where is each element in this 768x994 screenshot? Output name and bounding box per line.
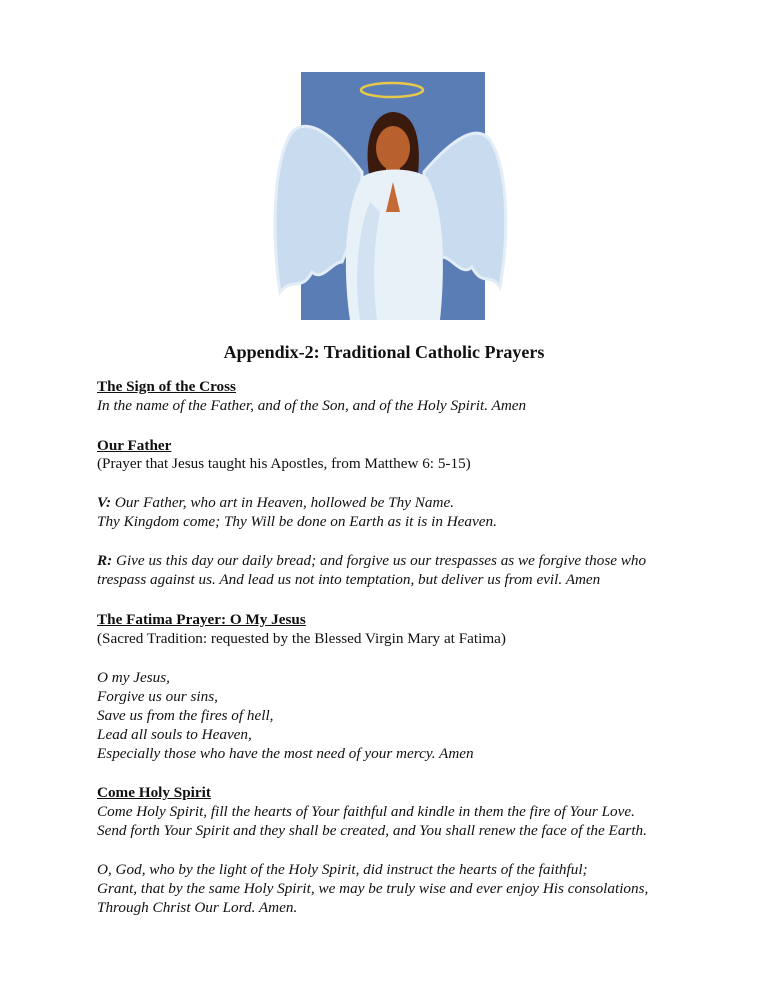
prayer-line: Save us from the fires of hell, xyxy=(97,707,274,724)
section-heading: The Sign of the Cross xyxy=(97,378,236,395)
prayer-line: In the name of the Father, and of the Son, and of the Holy Spirit. Amen xyxy=(97,397,527,414)
prayer-text: Give us this day our daily bread; and forgive us our trespasses as we forgive those who xyxy=(115,552,647,569)
section-note: (Sacred Tradition: requested by the Blessed Virgin Mary at Fatima) xyxy=(97,630,506,647)
prayer-line: Through Christ Our Lord. Amen. xyxy=(97,899,298,916)
prayer-text: Our Father, who art in Heaven, hollowed be Thy Name. xyxy=(114,494,455,511)
prayer-line xyxy=(97,493,454,512)
prayer-line: O my Jesus, xyxy=(97,669,170,686)
angel-illustration xyxy=(262,62,522,332)
prayer-line: Send forth Your Spirit and they shall be created, and You shall renew the face of the Earth. xyxy=(97,822,647,839)
page-title: Appendix-2: Traditional Catholic Prayers xyxy=(223,342,545,362)
response-label: R: xyxy=(97,552,113,569)
section-heading: The Fatima Prayer: O My Jesus xyxy=(97,611,306,628)
prayer-line: Come Holy Spirit, fill the hearts of Your faithful and kindle in them the fire of Your Love. xyxy=(97,803,635,820)
versicle-label: V: xyxy=(97,494,112,511)
prayer-line: Grant, that by the same Holy Spirit, we may be truly wise and ever enjoy His consolations, xyxy=(97,880,649,897)
prayer-line: trespass against us. And lead us not into temptation, but deliver us from evil. Amen xyxy=(97,571,601,588)
prayer-line xyxy=(97,551,646,570)
prayer-line: O, God, who by the light of the Holy Spirit, did instruct the hearts of the faithful; xyxy=(97,861,588,878)
prayer-line: Lead all souls to Heaven, xyxy=(97,726,252,743)
section-heading: Our Father xyxy=(97,437,172,454)
prayer-line: Forgive us our sins, xyxy=(97,688,218,705)
prayer-line: Thy Kingdom come; Thy Will be done on Earth as it is in Heaven. xyxy=(97,513,497,530)
section-note: (Prayer that Jesus taught his Apostles, from Matthew 6: 5-15) xyxy=(97,455,471,472)
prayer-line: Especially those who have the most need of your mercy. Amen xyxy=(97,745,474,762)
section-heading: Come Holy Spirit xyxy=(97,784,211,801)
